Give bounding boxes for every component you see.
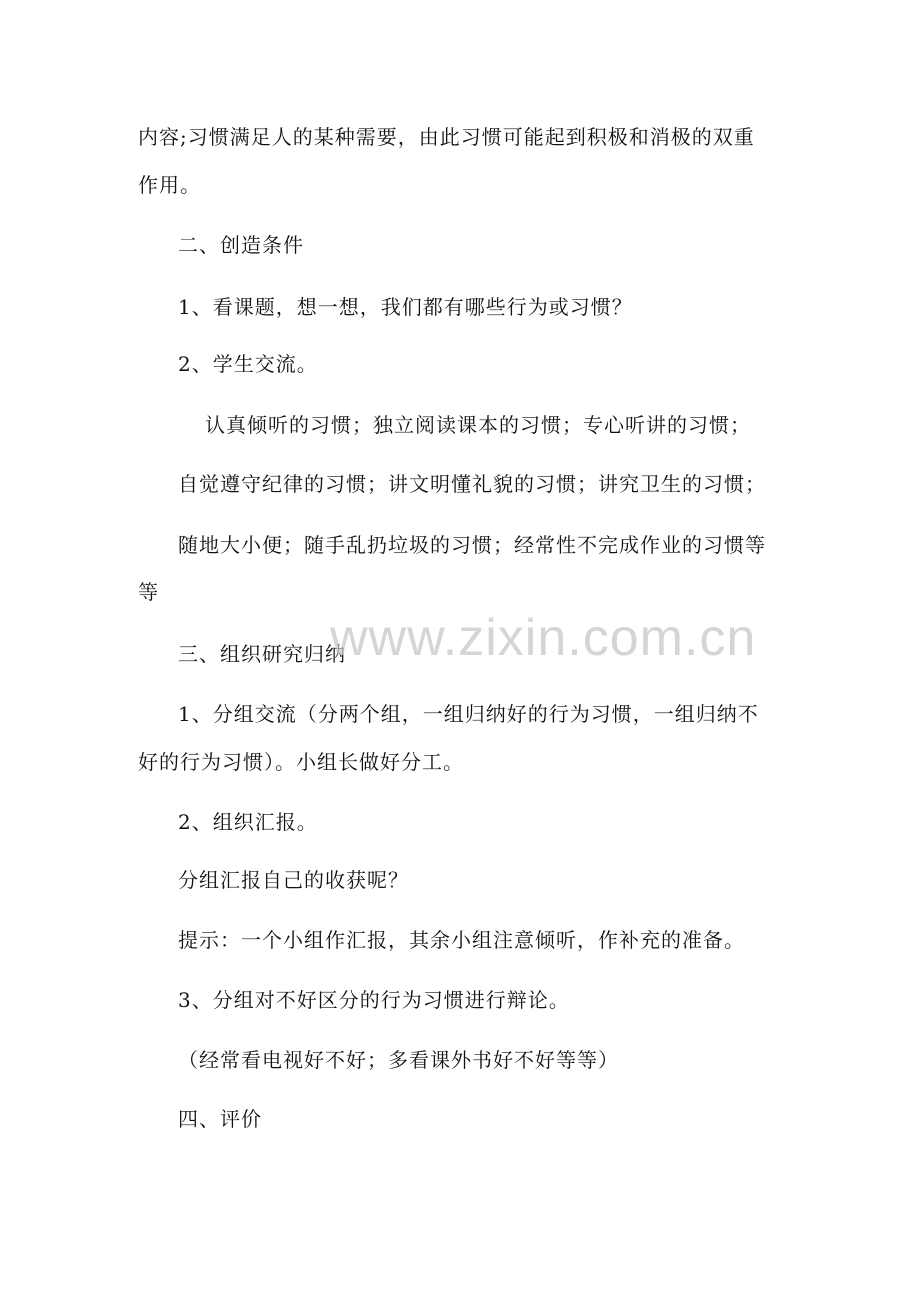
paragraph-line: 2、组织汇报。 <box>178 810 318 834</box>
paragraph-line: 提示：一个小组作汇报，其余小组注意倾听，作补充的准备。 <box>178 928 745 952</box>
paragraph-line: 分组汇报自己的收获呢？ <box>178 868 409 892</box>
paragraph-line: 认真倾听的习惯；独立阅读课本的习惯；专心听讲的习惯； <box>205 413 751 437</box>
section-heading: 三、组织研究归纳 <box>178 642 346 666</box>
paragraph-line: 作用。 <box>138 173 201 197</box>
watermark: www.zixin.com.cn <box>330 609 757 667</box>
paragraph-line: （经常看电视好不好；多看课外书好不好等等） <box>178 1048 619 1072</box>
paragraph-line: 2、学生交流。 <box>178 352 318 376</box>
paragraph-line: 内容;习惯满足人的某种需要，由此习惯可能起到积极和消极的双重 <box>138 125 755 149</box>
section-heading: 四、评价 <box>178 1107 262 1131</box>
paragraph-line: 等 <box>138 580 159 604</box>
paragraph-line: 好的行为习惯）。小组长做好分工。 <box>138 750 464 774</box>
paragraph-line: 1、看课题，想一想，我们都有哪些行为或习惯？ <box>178 295 633 319</box>
paragraph-line: 自觉遵守纪律的习惯；讲文明懂礼貌的习惯；讲究卫生的习惯； <box>178 472 766 496</box>
section-heading: 二、创造条件 <box>178 233 304 257</box>
paragraph-line: 随地大小便；随手乱扔垃圾的习惯；经常性不完成作业的习惯等 <box>178 533 766 557</box>
paragraph-line: 1、分组交流（分两个组，一组归纳好的行为习惯，一组归纳不 <box>178 702 759 726</box>
paragraph-line: 3、分组对不好区分的行为习惯进行辩论。 <box>178 988 570 1012</box>
